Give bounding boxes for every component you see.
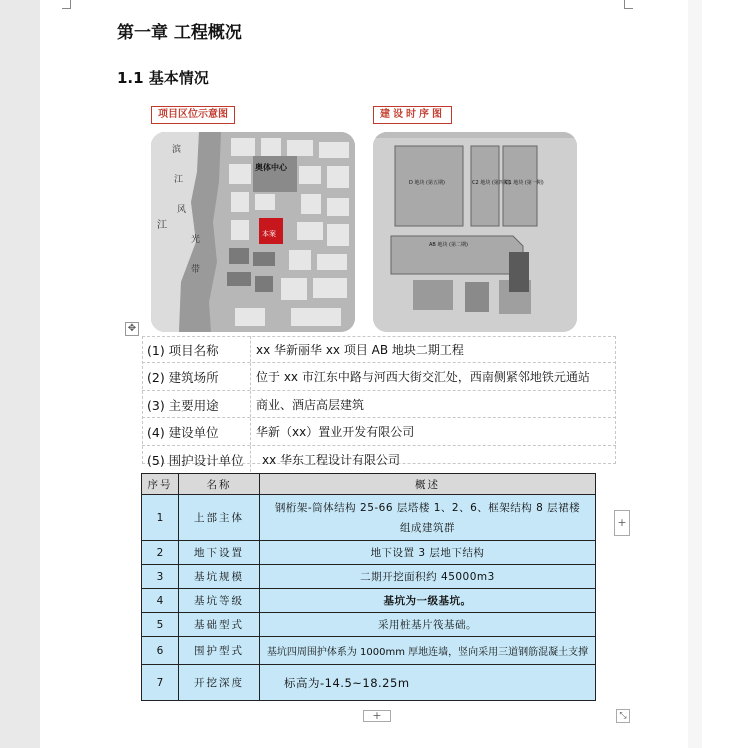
- info-value: 华新（xx）置业开发有限公司: [256, 425, 415, 440]
- row-desc: 基坑为一级基坑。: [260, 589, 596, 613]
- info-row: [142, 446, 616, 472]
- add-column-button[interactable]: +: [614, 510, 630, 536]
- district-name: 奥体中心: [255, 163, 287, 172]
- table-row: [142, 613, 596, 637]
- row-name: 围护型式: [179, 637, 260, 665]
- row-no: 4: [142, 589, 179, 613]
- info-value: xx 华东工程设计有限公司: [262, 452, 401, 467]
- info-value: xx 华新丽华 xx 项目 AB 地块二期工程: [256, 343, 464, 357]
- info-table: [142, 336, 616, 472]
- chapter-title: 第一章 工程概况: [117, 23, 242, 43]
- page-corner-mark: [624, 0, 633, 9]
- overview-table: [141, 473, 596, 701]
- river-side-char: 江: [157, 220, 167, 231]
- info-row: [142, 336, 616, 363]
- table-row: [142, 665, 596, 701]
- row-desc: 标高为-14.5~18.25m: [260, 665, 596, 701]
- row-name: 上部主体: [179, 495, 260, 541]
- header-cell-name: 名称: [179, 474, 260, 495]
- phase-map-label: 建设时序图: [373, 106, 452, 124]
- add-row-button[interactable]: +: [363, 710, 391, 722]
- info-divider: [250, 391, 251, 417]
- row-name: 地下设置: [179, 541, 260, 565]
- info-label: (1) 项目名称: [147, 343, 219, 358]
- row-no: 1: [142, 495, 179, 541]
- row-no: 2: [142, 541, 179, 565]
- info-row: [142, 391, 616, 418]
- info-row: [142, 363, 616, 390]
- info-value: 商业、酒店高层建筑: [256, 397, 365, 412]
- phase-map-figure: [373, 106, 577, 332]
- row-desc: 基坑四周围护体系为 1000mm 厚地连墙，竖向采用三道钢筋混凝土支撑: [260, 637, 596, 665]
- table-row: [142, 637, 596, 665]
- plot-label: AB 地块 (第二期): [429, 242, 468, 248]
- info-divider: [250, 418, 251, 444]
- info-row: [142, 418, 616, 445]
- info-label: (2) 建筑场所: [147, 370, 219, 386]
- page-gutter: [688, 0, 702, 748]
- row-no: 6: [142, 637, 179, 665]
- row-desc: 采用桩基片筏基础。: [260, 613, 596, 637]
- row-desc: 地下设置 3 层地下结构: [260, 541, 596, 565]
- row-desc-line: 钢桁架-筒体结构 25-66 层塔楼 1、2、6、框架结构 8 层裙楼: [274, 501, 581, 514]
- river-char: 光: [191, 235, 201, 245]
- table-row: [142, 565, 596, 589]
- phase-map-image: [373, 132, 577, 332]
- table-header-row: [142, 474, 596, 495]
- row-name: 基坑规模: [179, 565, 260, 589]
- section-title: 1.1 基本情况: [117, 69, 209, 87]
- plot-label: C1 地块 (第一期): [505, 180, 544, 186]
- info-label: (3) 主要用途: [147, 397, 219, 413]
- row-desc: 二期开挖面积约 45000m3: [260, 565, 596, 589]
- scroll-area[interactable]: [702, 0, 750, 748]
- row-name: 基础型式: [179, 613, 260, 637]
- row-no: 7: [142, 665, 179, 701]
- river-char: 滨: [172, 145, 182, 155]
- location-map-image: [151, 132, 355, 332]
- header-cell-desc: 概述: [260, 474, 596, 495]
- river-char: 带: [191, 265, 201, 275]
- row-name: 基坑等级: [179, 589, 260, 613]
- location-map-figure: [151, 106, 355, 332]
- plot-label: D 地块 (第五期): [409, 180, 445, 186]
- header-cell-no: 序号: [142, 474, 179, 495]
- location-map-label: 项目区位示意图: [151, 106, 235, 124]
- info-divider: [250, 446, 251, 472]
- project-mark-text: 本案: [262, 230, 276, 238]
- row-name: 开挖深度: [179, 665, 260, 701]
- info-divider: [250, 336, 251, 362]
- info-divider: [250, 363, 251, 389]
- table-move-handle[interactable]: ✥: [125, 322, 139, 336]
- row-desc: [260, 495, 596, 541]
- info-label: (5) 围护设计单位: [147, 452, 244, 468]
- table-row: [142, 541, 596, 565]
- row-no: 3: [142, 565, 179, 589]
- row-no: 5: [142, 613, 179, 637]
- river-char: 江: [174, 175, 184, 185]
- info-value: 位于 xx 市江东中路与河西大街交汇处，西南侧紧邻地铁元通站: [256, 370, 590, 385]
- table-row: [142, 495, 596, 541]
- page-corner-mark: [62, 0, 71, 9]
- info-label: (4) 建设单位: [147, 425, 219, 441]
- row-desc-line: 组成建筑群: [400, 521, 455, 534]
- river-char: 风: [177, 205, 187, 215]
- table-resize-handle[interactable]: ⤡: [616, 709, 630, 723]
- table-row: [142, 589, 596, 613]
- plot-label: C2 地块 (第四期): [472, 180, 511, 186]
